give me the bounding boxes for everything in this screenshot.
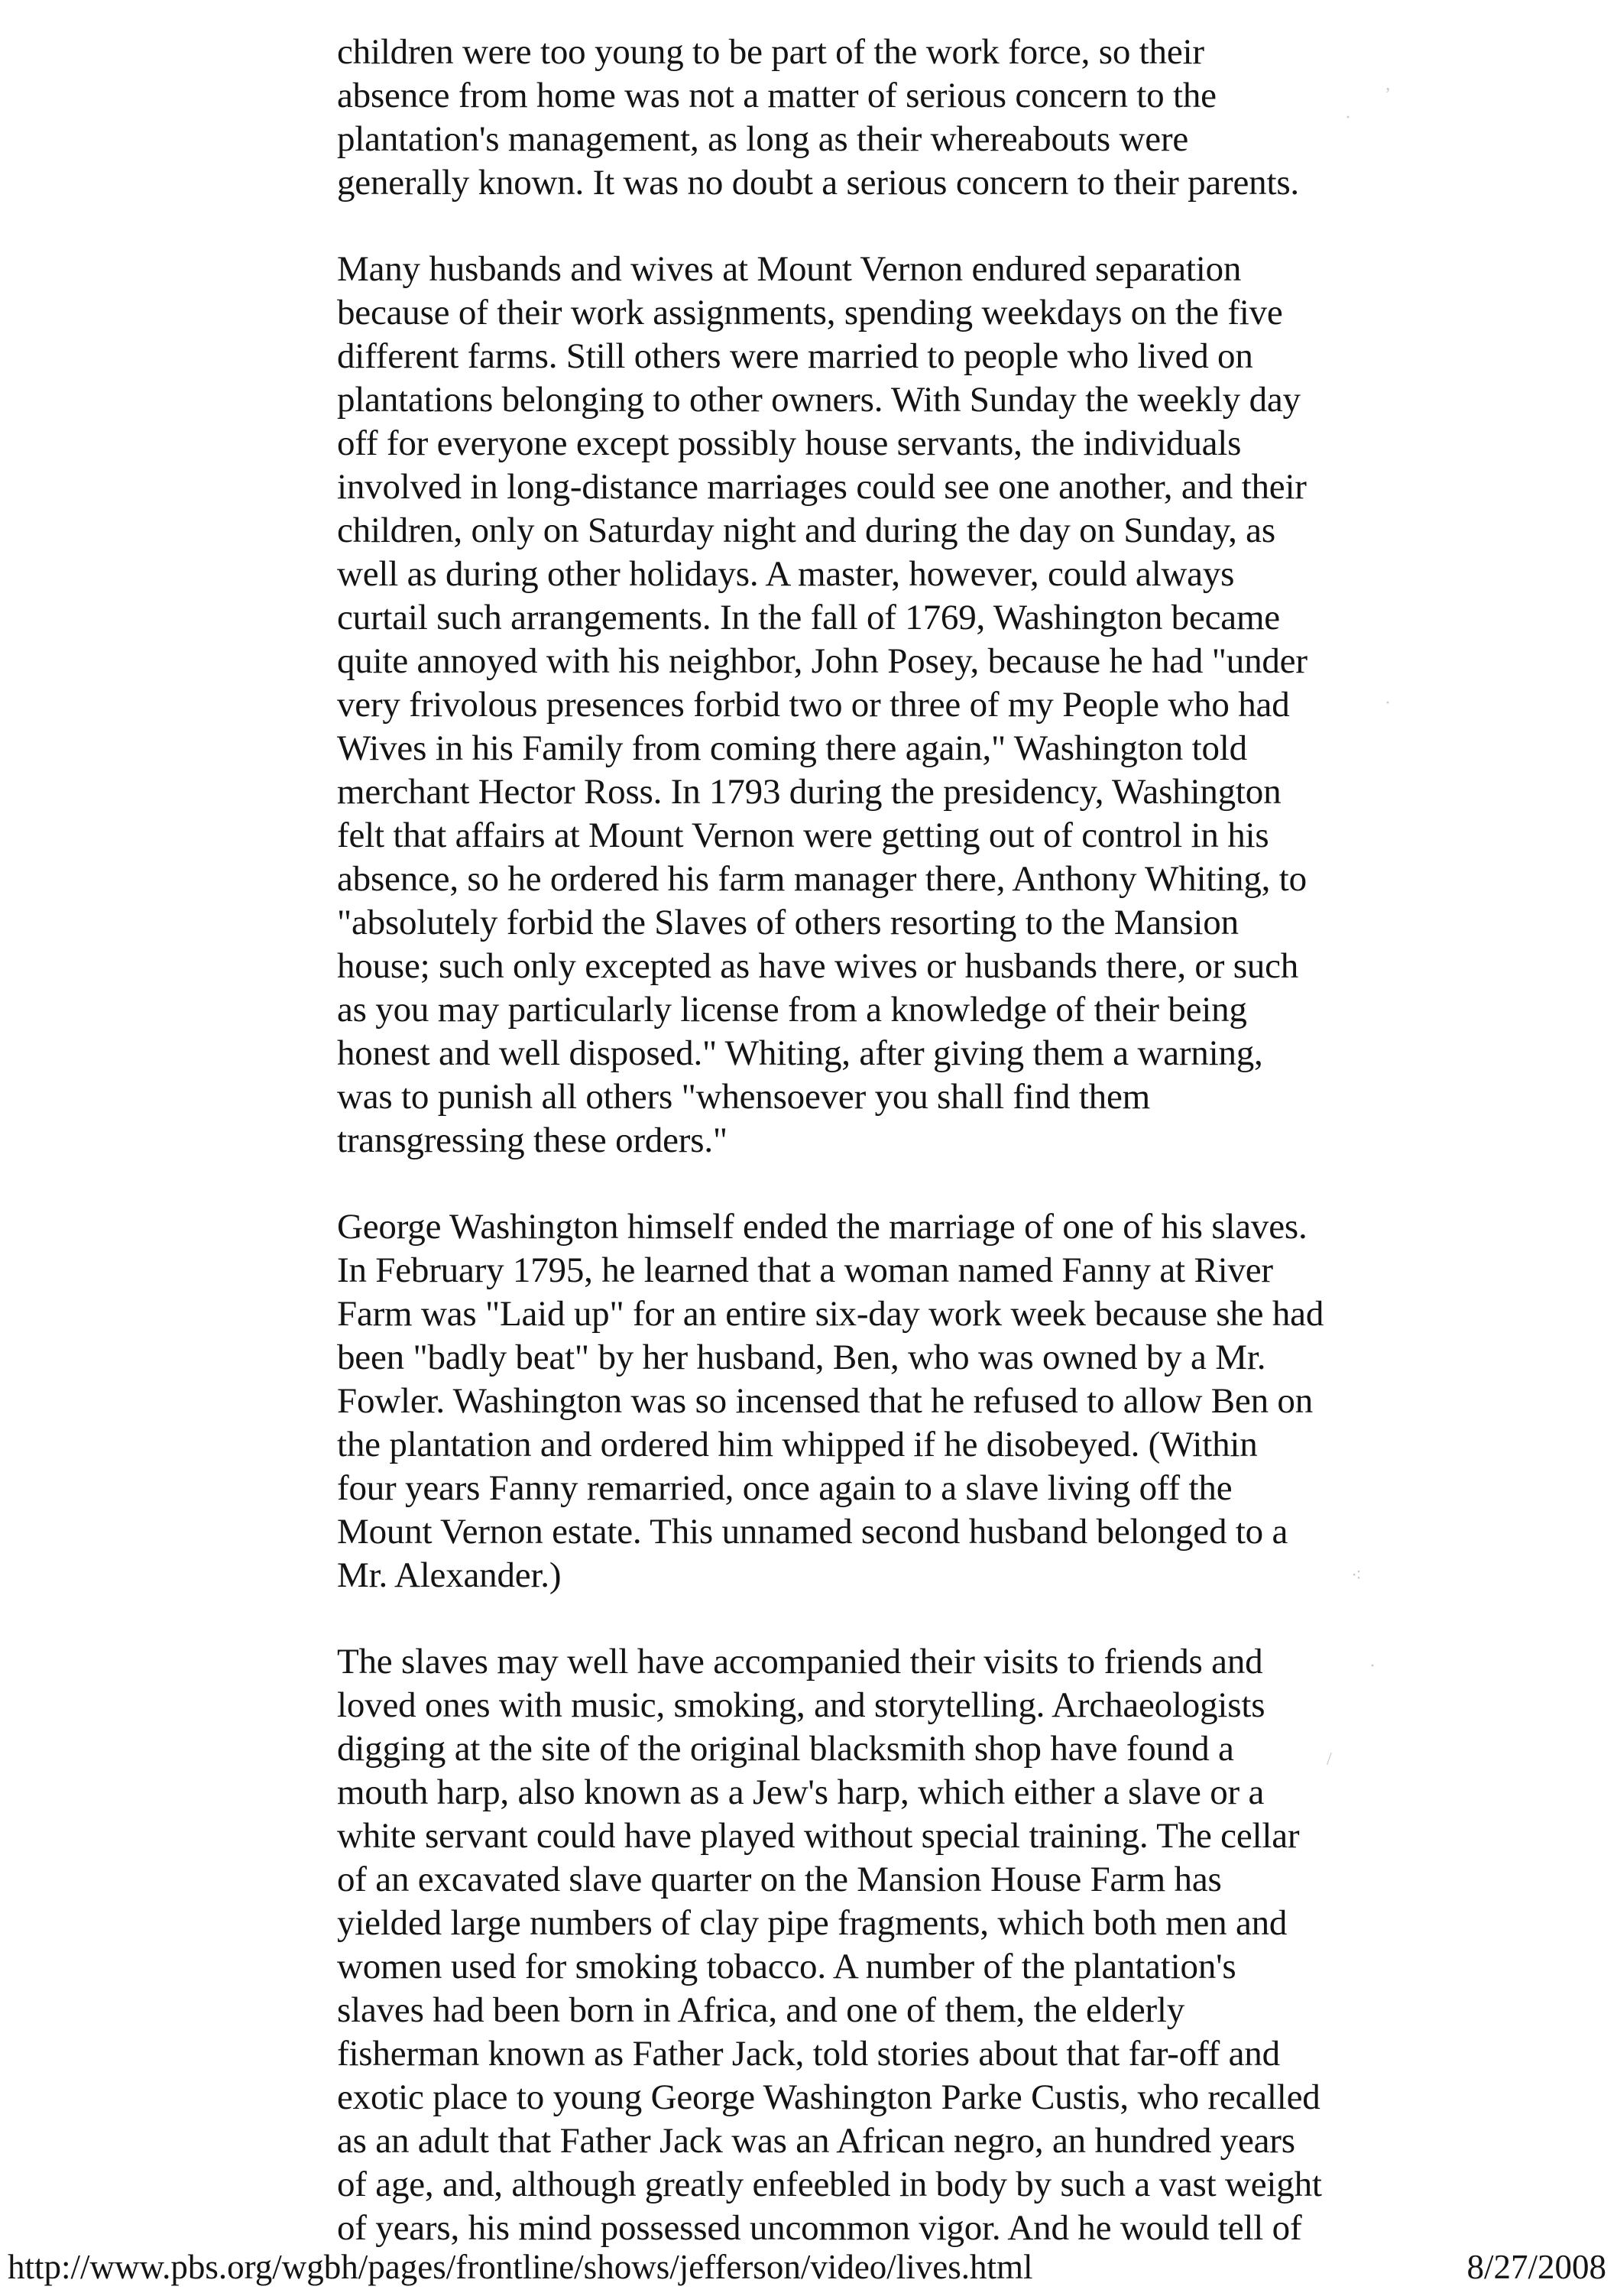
text-line: plantation's management, as long as their whereabouts were [337,119,1189,159]
scan-speck: / [1327,1750,1332,1769]
text-line: Many husbands and wives at Mount Vernon endured separation [337,249,1242,289]
scan-speck: ʼ [1385,85,1391,105]
paragraph-4 [337,1640,1422,2250]
text-line: involved in long-distance marriages could see one another, and their [337,467,1307,507]
text-line: transgressing these orders." [337,1120,727,1160]
text-line: children, only on Saturday night and during the day on Sunday, as [337,511,1275,550]
text-line: felt that affairs at Mount Vernon were getting out of control in his [337,816,1269,855]
text-line: honest and well disposed." Whiting, after giving them a warning, [337,1033,1263,1073]
text-line: the plantation and ordered him whipped if he disobeyed. (Within [337,1425,1258,1464]
text-line: slaves had been born in Africa, and one of them, the elderly [337,1990,1185,2030]
text-line: loved ones with music, smoking, and storytelling. Archaeologists [337,1685,1265,1725]
paragraph-3 [337,1205,1422,1597]
text-line: The slaves may well have accompanied their visits to friends and [337,1642,1263,1681]
text-line: of years, his mind possessed uncommon vigor. And he would tell of [337,2208,1302,2248]
text-line: quite annoyed with his neighbor, John Posey, because he had "under [337,641,1308,681]
text-line: of age, and, although greatly enfeebled in body by such a vast weight [337,2165,1322,2204]
text-line: off for everyone except possibly house servants, the individuals [337,423,1242,463]
text-line: Farm was "Laid up" for an entire six-day work week because she had [337,1294,1324,1334]
text-line: George Washington himself ended the marriage of one of his slaves. [337,1207,1308,1247]
paragraph-2 [337,248,1422,1163]
text-line: four years Fanny remarried, once again to a slave living off the [337,1468,1233,1508]
text-line: well as during other holidays. A master, however, could always [337,554,1235,594]
text-line: yielded large numbers of clay pipe fragments, which both men and [337,1903,1288,1943]
scan-speck: · [1369,1656,1376,1676]
text-line: house; such only excepted as have wives or husbands there, or such [337,946,1299,986]
text-line: Mount Vernon estate. This unnamed second husband belonged to a [337,1512,1288,1552]
text-line: Wives in his Family from coming there again," Washington told [337,728,1247,768]
text-line: fisherman known as Father Jack, told stories about that far-off and [337,2034,1280,2074]
text-line: curtail such arrangements. In the fall of 1769, Washington became [337,598,1280,637]
page-footer [0,2246,1617,2291]
footer-url: http://www.pbs.org/wgbh/pages/frontline/shows/jefferson/video/lives.html [8,2248,1033,2286]
scan-speck: · [1385,693,1391,713]
scan-speck: · [1345,108,1351,128]
text-line: been "badly beat" by her husband, Ben, who was owned by a Mr. [337,1338,1266,1377]
text-line: In February 1795, he learned that a woman named Fanny at River [337,1250,1273,1290]
text-line: as an adult that Father Jack was an African negro, an hundred years [337,2121,1295,2161]
text-line: Fowler. Washington was so incensed that he refused to allow Ben on [337,1381,1314,1421]
text-line: of an excavated slave quarter on the Mansion House Farm has [337,1860,1222,1899]
text-line: children were too young to be part of the work force, so their [337,32,1204,72]
text-line: generally known. It was no doubt a serious concern to their parents. [337,163,1299,203]
text-line: "absolutely forbid the Slaves of others resorting to the Mansion [337,903,1239,942]
text-line: very frivolous presences forbid two or three of my People who had [337,685,1290,725]
text-line: women used for smoking tobacco. A number of the plantation's [337,1947,1236,1986]
body-text [337,31,1422,2293]
text-line: absence, so he ordered his farm manager there, Anthony Whiting, to [337,859,1307,899]
text-line: exotic place to young George Washington Parke Custis, who recalled [337,2077,1320,2117]
text-line: absence from home was not a matter of serious concern to the [337,76,1217,115]
text-line: digging at the site of the original blacksmith shop have found a [337,1729,1234,1769]
footer-date: 8/27/2008 [1466,2248,1606,2286]
text-line: different farms. Still others were married to people who lived on [337,336,1253,376]
scan-speck: ⁖ [1351,1566,1363,1586]
text-line: mouth harp, also known as a Jew's harp, which either a slave or a [337,1772,1265,1812]
paragraph-1 [337,31,1422,205]
text-line: plantations belonging to other owners. With Sunday the weekly day [337,380,1301,420]
text-line: Mr. Alexander.) [337,1555,562,1595]
text-line: white servant could have played without special training. The cellar [337,1816,1300,1856]
text-line: merchant Hector Ross. In 1793 during the presidency, Washington [337,772,1282,812]
text-line: as you may particularly license from a knowledge of their being [337,990,1247,1030]
text-line: because of their work assignments, spending weekdays on the five [337,293,1283,332]
text-line: was to punish all others "whensoever you shall find them [337,1077,1150,1117]
